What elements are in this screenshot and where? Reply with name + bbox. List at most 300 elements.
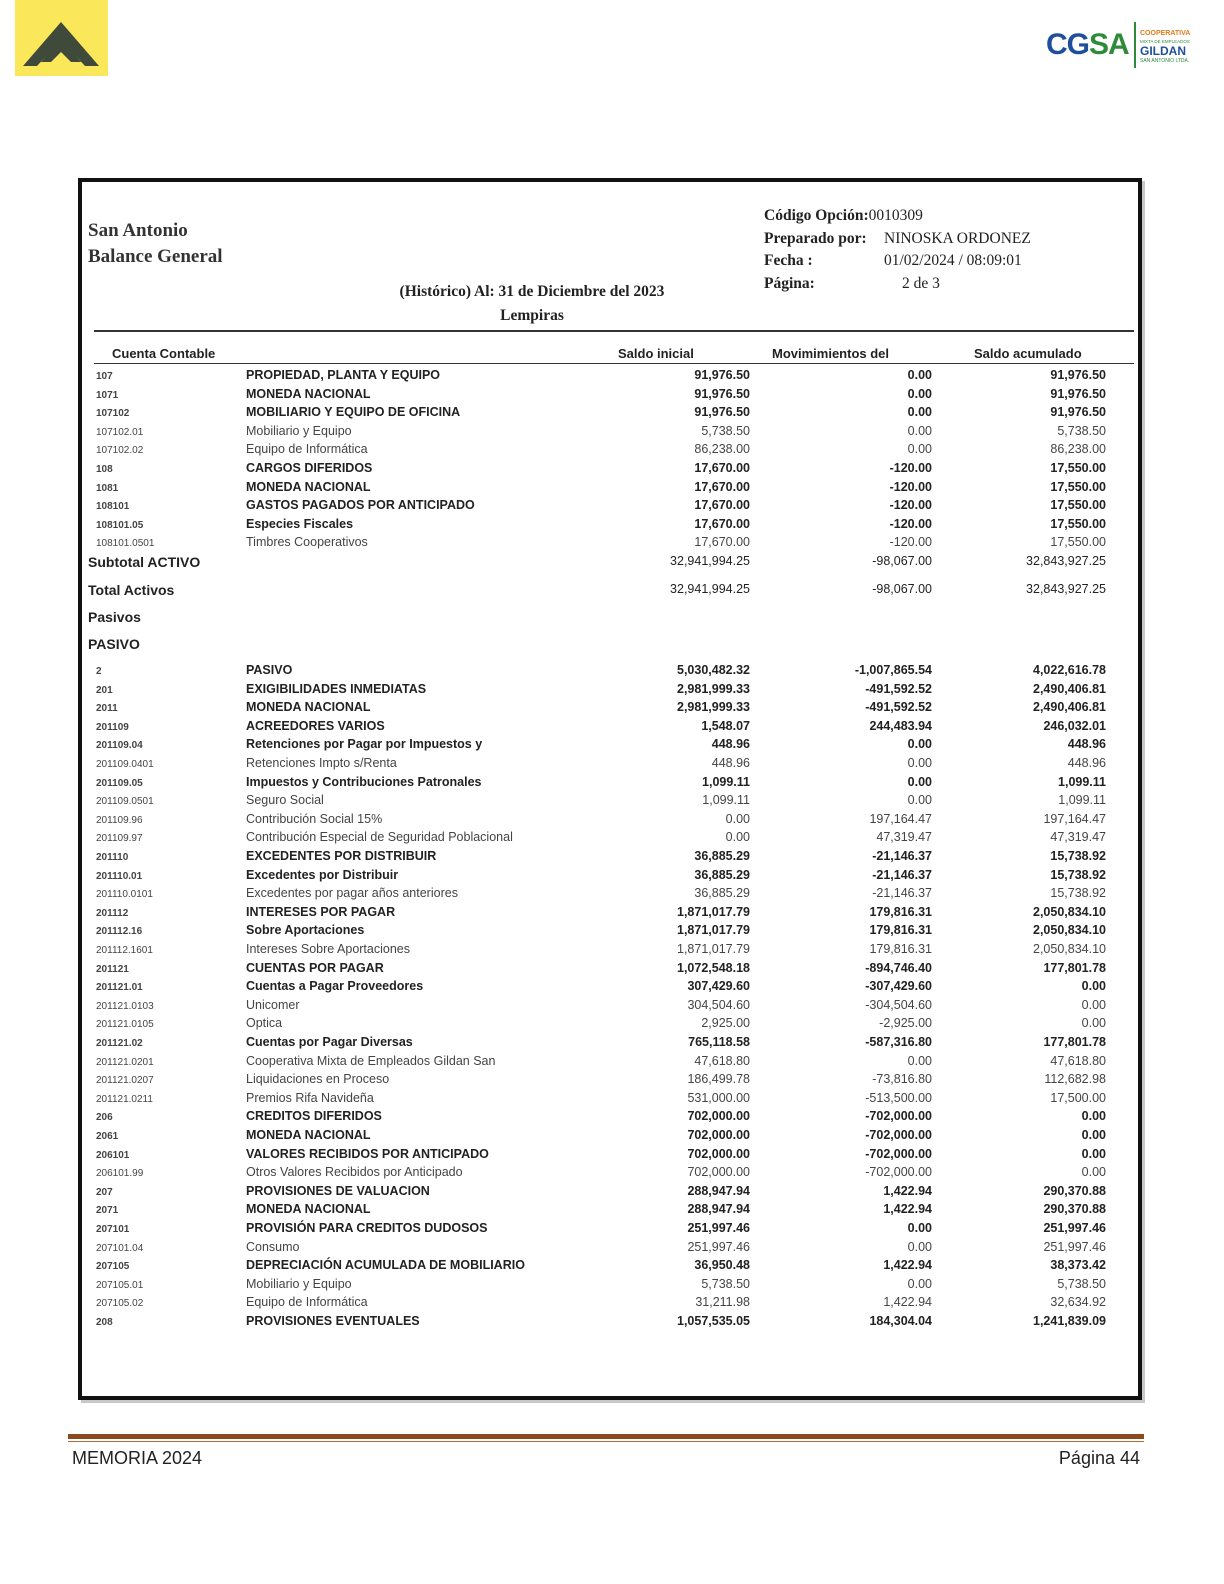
movimientos-value: -21,146.37 xyxy=(872,867,932,882)
account-description: PASIVO xyxy=(88,636,140,652)
movimientos-value: 0.00 xyxy=(907,1276,932,1291)
saldo-acumulado-value: 448.96 xyxy=(1067,756,1106,770)
account-code: 201109.97 xyxy=(96,833,143,845)
saldo-inicial-value: 36,885.29 xyxy=(694,867,750,882)
saldo-acumulado-value: 32,843,927.25 xyxy=(1026,554,1106,568)
saldo-inicial-value: 702,000.00 xyxy=(687,1109,750,1124)
account-row xyxy=(82,719,1138,737)
saldo-acumulado-value: 0.00 xyxy=(1081,979,1106,994)
movimientos-value: 179,816.31 xyxy=(869,923,932,938)
account-description: PROPIEDAD, PLANTA Y EQUIPO xyxy=(246,368,441,382)
account-row xyxy=(82,461,1138,479)
saldo-acumulado-value: 112,682.98 xyxy=(1044,1072,1106,1087)
movimientos-value: -2,925.00 xyxy=(879,1016,932,1031)
account-code: 208 xyxy=(96,1317,113,1328)
saldo-acumulado-value: 4,022,616.78 xyxy=(1033,663,1106,677)
account-row xyxy=(82,480,1138,498)
saldo-inicial-value: 47,618.80 xyxy=(694,1053,750,1068)
account-description: Contribución Social 15% xyxy=(246,811,383,826)
account-row xyxy=(82,1202,1138,1220)
saldo-inicial-value: 702,000.00 xyxy=(687,1165,750,1180)
saldo-inicial-value: 91,976.50 xyxy=(694,386,750,401)
movimientos-value: -21,146.37 xyxy=(872,849,932,863)
account-code: 201121.01 xyxy=(96,982,143,994)
movimientos-value: 0.00 xyxy=(907,774,932,789)
saldo-acumulado-value: 2,490,406.81 xyxy=(1033,681,1106,696)
account-code: 108101.0501 xyxy=(96,538,155,550)
account-description: INTERESES POR PAGAR xyxy=(246,904,396,919)
account-row xyxy=(82,998,1138,1016)
account-description: CREDITOS DIFERIDOS xyxy=(246,1109,382,1124)
account-description: EXCEDENTES POR DISTRIBUIR xyxy=(246,849,437,863)
movimientos-value: -702,000.00 xyxy=(865,1128,932,1142)
saldo-inicial-value: 1,871,017.79 xyxy=(677,942,750,956)
movimientos-value: -702,000.00 xyxy=(865,1109,932,1124)
balance-sheet-scan xyxy=(78,178,1142,1400)
saldo-acumulado-value: 1,241,839.09 xyxy=(1033,1314,1106,1328)
account-row xyxy=(82,868,1138,886)
saldo-inicial-value: 2,925.00 xyxy=(701,1016,750,1031)
saldo-inicial-value: 0.00 xyxy=(725,811,750,826)
account-code: 201110 xyxy=(96,852,129,863)
account-code: 207105.02 xyxy=(96,1298,144,1310)
columns-rule xyxy=(94,363,1134,364)
account-row xyxy=(82,535,1138,553)
saldo-inicial-value: 17,670.00 xyxy=(694,461,750,475)
saldo-inicial-value: 5,738.50 xyxy=(701,1276,750,1291)
account-description: PROVISIONES DE VALUACION xyxy=(246,1183,430,1198)
movimientos-value: -98,067.00 xyxy=(872,554,932,568)
saldo-acumulado-value: 47,618.80 xyxy=(1050,1053,1106,1068)
summary-row xyxy=(82,609,1138,627)
account-row xyxy=(82,663,1138,681)
saldo-inicial-value: 36,885.29 xyxy=(694,849,750,863)
account-code: 207101.04 xyxy=(96,1242,144,1254)
movimientos-value: 0.00 xyxy=(907,368,932,382)
saldo-inicial-value: 91,976.50 xyxy=(694,405,750,420)
account-description: Sobre Aportaciones xyxy=(246,923,365,938)
pagina-label: Página: xyxy=(764,274,815,292)
saldo-inicial-value: 1,871,017.79 xyxy=(677,904,750,919)
tree-logo-icon xyxy=(15,0,108,76)
account-row xyxy=(82,961,1138,979)
saldo-acumulado-value: 17,550.00 xyxy=(1050,479,1106,494)
account-code: 107102 xyxy=(96,408,130,420)
saldo-acumulado-value: 17,500.00 xyxy=(1050,1090,1106,1105)
summary-row xyxy=(82,636,1138,654)
account-code: 206101 xyxy=(96,1149,130,1161)
account-description: GASTOS PAGADOS POR ANTICIPADO xyxy=(246,498,475,513)
movimientos-value: 0.00 xyxy=(907,1239,932,1254)
account-row xyxy=(82,1314,1138,1332)
saldo-inicial-value: 36,950.48 xyxy=(694,1258,750,1273)
account-row xyxy=(82,812,1138,830)
account-description: Cuentas por Pagar Diversas xyxy=(246,1035,413,1049)
saldo-acumulado-value: 177,801.78 xyxy=(1043,960,1106,975)
movimientos-value: 0.00 xyxy=(907,756,932,770)
account-row xyxy=(82,498,1138,516)
saldo-inicial-value: 304,504.60 xyxy=(687,997,750,1012)
account-code: 107102.02 xyxy=(96,445,144,457)
movimientos-value: 47,319.47 xyxy=(876,830,932,845)
account-row xyxy=(82,1240,1138,1258)
footer-rule-thin xyxy=(68,1441,1144,1442)
account-description: Consumo xyxy=(246,1239,300,1254)
saldo-inicial-value: 17,670.00 xyxy=(694,535,750,550)
saldo-inicial-value: 288,947.94 xyxy=(687,1183,750,1198)
account-code: 1071 xyxy=(96,389,119,401)
saldo-inicial-value: 1,548.07 xyxy=(701,718,750,733)
account-row xyxy=(82,905,1138,923)
account-code: 201121.02 xyxy=(96,1038,143,1049)
account-row xyxy=(82,1221,1138,1239)
account-description: Total Activos xyxy=(88,582,175,598)
account-description: MONEDA NACIONAL xyxy=(246,1202,371,1217)
saldo-inicial-value: 1,099.11 xyxy=(702,774,750,789)
saldo-inicial-value: 36,885.29 xyxy=(694,886,750,901)
account-row xyxy=(82,849,1138,867)
saldo-acumulado-value: 2,050,834.10 xyxy=(1033,942,1106,956)
account-description: Excedentes por Distribuir xyxy=(246,867,399,882)
account-description: EXIGIBILIDADES INMEDIATAS xyxy=(246,681,427,696)
movimientos-value: 1,422.94 xyxy=(883,1183,932,1198)
movimientos-value: -587,316.80 xyxy=(865,1035,932,1049)
account-description: Otros Valores Recibidos por Anticipado xyxy=(246,1165,463,1180)
account-row xyxy=(82,517,1138,535)
saldo-inicial-value: 288,947.94 xyxy=(687,1202,750,1217)
account-code: 107 xyxy=(96,371,113,382)
movimientos-value: 0.00 xyxy=(907,1221,932,1235)
account-code: 2011 xyxy=(96,703,118,715)
account-code: 201121.0211 xyxy=(96,1093,153,1105)
movimientos-value: -513,500.00 xyxy=(865,1090,932,1105)
account-description: Equipo de Informática xyxy=(246,1295,368,1310)
movimientos-value: 0.00 xyxy=(907,793,932,808)
saldo-acumulado-value: 0.00 xyxy=(1081,1146,1106,1161)
saldo-inicial-value: 32,941,994.25 xyxy=(670,582,750,596)
logo-divider xyxy=(1134,22,1136,68)
preparado-label: Preparado por: xyxy=(764,229,867,247)
footer-memoria: MEMORIA 2024 xyxy=(72,1448,203,1468)
saldo-acumulado-value: 0.00 xyxy=(1081,1165,1106,1180)
account-code: 206 xyxy=(96,1112,113,1124)
movimientos-value: -73,816.80 xyxy=(872,1072,932,1087)
saldo-inicial-value: 765,118.58 xyxy=(688,1035,750,1049)
account-row xyxy=(82,756,1138,774)
movimientos-value: -120.00 xyxy=(889,516,932,531)
account-description: MONEDA NACIONAL xyxy=(246,1128,371,1142)
movimientos-value: 179,816.31 xyxy=(869,942,932,956)
saldo-inicial-value: 91,976.50 xyxy=(694,368,750,382)
saldo-acumulado-value: 91,976.50 xyxy=(1050,386,1106,401)
movimientos-value: 0.00 xyxy=(907,737,932,752)
account-description: DEPRECIACIÓN ACUMULADA DE MOBILIARIO xyxy=(246,1258,525,1273)
account-description: PASIVO xyxy=(246,663,293,677)
saldo-acumulado-value: 5,738.50 xyxy=(1057,1276,1106,1291)
saldo-inicial-value: 1,057,535.05 xyxy=(677,1314,750,1328)
account-row xyxy=(82,979,1138,997)
col-cuenta: Cuenta Contable xyxy=(112,346,216,361)
saldo-acumulado-value: 15,738.92 xyxy=(1050,849,1106,863)
movimientos-value: 0.00 xyxy=(907,442,932,457)
movimientos-value: 179,816.31 xyxy=(869,904,932,919)
cgsa-mark: CGSA xyxy=(1046,28,1129,61)
report-meta xyxy=(764,207,1031,297)
saldo-inicial-value: 448.96 xyxy=(711,737,750,752)
pagina-value: 2 de 3 xyxy=(902,274,940,292)
report-period-block xyxy=(362,280,702,328)
account-description: CARGOS DIFERIDOS xyxy=(246,461,373,475)
account-description: Mobiliario y Equipo xyxy=(246,1276,352,1291)
movimientos-value: 1,422.94 xyxy=(883,1258,932,1273)
movimientos-value: 0.00 xyxy=(907,423,932,438)
col-saldo-acumulado: Saldo acumulado xyxy=(974,346,1082,361)
account-description: VALORES RECIBIDOS POR ANTICIPADO xyxy=(246,1146,489,1161)
saldo-acumulado-value: 17,550.00 xyxy=(1050,498,1106,513)
cgsa-logo xyxy=(1046,20,1211,70)
account-row xyxy=(82,775,1138,793)
account-code: 2 xyxy=(96,666,102,677)
account-code: 201121.0201 xyxy=(96,1056,154,1068)
saldo-acumulado-value: 17,550.00 xyxy=(1050,535,1106,550)
account-code: 201109.0501 xyxy=(96,796,154,808)
saldo-inicial-value: 251,997.46 xyxy=(687,1239,750,1254)
account-description: Optica xyxy=(246,1016,283,1031)
account-row xyxy=(82,1109,1138,1127)
account-code: 108 xyxy=(96,464,113,475)
account-row xyxy=(82,1072,1138,1090)
account-row xyxy=(82,737,1138,755)
saldo-acumulado-value: 38,373.42 xyxy=(1050,1258,1106,1273)
movimientos-value: 1,422.94 xyxy=(883,1295,932,1310)
saldo-inicial-value: 702,000.00 xyxy=(687,1146,750,1161)
account-description: PROVISIÓN PARA CREDITOS DUDOSOS xyxy=(246,1221,488,1235)
saldo-inicial-value: 5,738.50 xyxy=(701,423,750,438)
account-row xyxy=(82,1091,1138,1109)
footer-page-number: Página 44 xyxy=(1058,1448,1140,1468)
account-description: Seguro Social xyxy=(246,793,324,808)
saldo-acumulado-value: 246,032.01 xyxy=(1043,718,1106,733)
report-currency: Lempiras xyxy=(500,307,564,324)
summary-row xyxy=(82,554,1138,572)
saldo-acumulado-value: 0.00 xyxy=(1081,1109,1106,1124)
account-row xyxy=(82,1165,1138,1183)
summary-row xyxy=(82,582,1138,600)
account-row xyxy=(82,886,1138,904)
saldo-inicial-value: 5,030,482.32 xyxy=(677,663,750,677)
col-movimientos: Movimimientos del xyxy=(772,346,890,361)
account-code: 207101 xyxy=(96,1224,130,1235)
account-code: 201121 xyxy=(96,963,129,975)
account-description: CUENTAS POR PAGAR xyxy=(246,960,384,975)
account-code: 201109.0401 xyxy=(96,759,154,770)
saldo-acumulado-value: 15,738.92 xyxy=(1050,886,1106,901)
saldo-acumulado-value: 1,099.11 xyxy=(1058,793,1106,808)
account-code: 201121.0207 xyxy=(96,1075,154,1087)
movimientos-value: -702,000.00 xyxy=(865,1165,932,1180)
account-row xyxy=(82,387,1138,405)
account-description: Equipo de Informática xyxy=(246,442,368,457)
account-description: MONEDA NACIONAL xyxy=(246,386,371,401)
account-code: 108101 xyxy=(96,501,130,513)
account-code: 1081 xyxy=(96,482,119,494)
report-company-block xyxy=(88,218,223,270)
saldo-inicial-value: 1,099.11 xyxy=(702,793,750,808)
movimientos-value: -98,067.00 xyxy=(872,582,932,596)
account-row xyxy=(82,682,1138,700)
movimientos-value: 0.00 xyxy=(907,1053,932,1068)
saldo-acumulado-value: 251,997.46 xyxy=(1043,1221,1106,1235)
movimientos-value: -307,429.60 xyxy=(865,979,932,994)
saldo-acumulado-value: 197,164.47 xyxy=(1043,811,1106,826)
saldo-acumulado-value: 17,550.00 xyxy=(1050,461,1106,475)
account-description: Especies Fiscales xyxy=(246,516,354,531)
account-code: 108101.05 xyxy=(96,519,144,531)
account-description: Premios Rifa Navideña xyxy=(246,1090,374,1105)
account-row xyxy=(82,405,1138,423)
movimientos-value: -120.00 xyxy=(889,498,932,513)
saldo-inicial-value: 251,997.46 xyxy=(687,1221,750,1235)
saldo-acumulado-value: 0.00 xyxy=(1081,997,1106,1012)
logo-gildan: GILDAN xyxy=(1140,44,1186,58)
saldo-inicial-value: 1,871,017.79 xyxy=(677,923,750,938)
account-code: 201110.0101 xyxy=(96,889,153,901)
saldo-acumulado-value: 448.96 xyxy=(1067,737,1106,752)
account-code: 201110.01 xyxy=(96,870,143,882)
movimientos-value: 1,422.94 xyxy=(883,1202,932,1217)
saldo-acumulado-value: 251,997.46 xyxy=(1043,1239,1106,1254)
movimientos-value: 197,164.47 xyxy=(869,811,932,826)
account-description: PROVISIONES EVENTUALES xyxy=(246,1314,420,1328)
codigo-value: 0010309 xyxy=(868,207,923,224)
saldo-acumulado-value: 91,976.50 xyxy=(1050,405,1106,420)
account-code: 206101.99 xyxy=(96,1168,144,1180)
account-code: 207105.01 xyxy=(96,1279,144,1291)
corner-logo xyxy=(15,0,108,76)
fecha-value: 01/02/2024 / 08:09:01 xyxy=(884,252,1022,269)
saldo-acumulado-value: 47,319.47 xyxy=(1050,830,1106,845)
account-row xyxy=(82,1295,1138,1313)
saldo-acumulado-value: 2,490,406.81 xyxy=(1033,700,1106,715)
company-name: San Antonio xyxy=(88,220,188,241)
account-code: 107102.01 xyxy=(96,426,144,438)
account-code: 201109.96 xyxy=(96,814,143,826)
account-description: Intereses Sobre Aportaciones xyxy=(246,942,410,956)
saldo-acumulado-value: 0.00 xyxy=(1081,1128,1106,1142)
account-code: 207 xyxy=(96,1186,113,1198)
account-row xyxy=(82,1054,1138,1072)
logo-cooperativa: COOPERATIVA xyxy=(1140,30,1191,37)
account-row xyxy=(82,1035,1138,1053)
saldo-acumulado-value: 2,050,834.10 xyxy=(1033,923,1106,938)
saldo-acumulado-value: 1,099.11 xyxy=(1058,774,1106,789)
account-row xyxy=(82,424,1138,442)
saldo-acumulado-value: 32,843,927.25 xyxy=(1026,582,1106,596)
account-code: 201121.0103 xyxy=(96,1000,154,1012)
saldo-inicial-value: 186,499.78 xyxy=(687,1072,750,1087)
account-row xyxy=(82,1128,1138,1146)
saldo-inicial-value: 0.00 xyxy=(725,830,750,845)
saldo-acumulado-value: 2,050,834.10 xyxy=(1033,904,1106,919)
preparado-value: NINOSKA ORDONEZ xyxy=(884,229,1031,247)
saldo-inicial-value: 86,238.00 xyxy=(694,442,750,457)
account-description: Contribución Especial de Seguridad Poblacional xyxy=(246,830,513,845)
movimientos-value: -491,592.52 xyxy=(865,700,932,715)
movimientos-value: 184,304.04 xyxy=(869,1314,932,1328)
account-code: 201109.04 xyxy=(96,740,143,752)
account-row xyxy=(82,1147,1138,1165)
account-code: 207105 xyxy=(96,1261,130,1273)
account-row xyxy=(82,1258,1138,1276)
logo-mixta: MIXTA DE EMPLEADOS xyxy=(1140,39,1190,44)
account-description: Liquidaciones en Proceso xyxy=(246,1072,390,1087)
movimientos-value: -21,146.37 xyxy=(872,886,932,901)
saldo-inicial-value: 448.96 xyxy=(711,756,750,770)
saldo-inicial-value: 2,981,999.33 xyxy=(677,681,750,696)
account-row xyxy=(82,830,1138,848)
saldo-acumulado-value: 17,550.00 xyxy=(1050,516,1106,531)
codigo-label: Código Opción: xyxy=(764,207,869,224)
movimientos-value: -120.00 xyxy=(889,479,932,494)
fecha-label: Fecha : xyxy=(764,252,813,269)
saldo-inicial-value: 32,941,994.25 xyxy=(670,554,750,568)
footer-rule xyxy=(68,1434,1144,1439)
saldo-inicial-value: 531,000.00 xyxy=(687,1090,750,1105)
account-row xyxy=(82,442,1138,460)
account-description: Impuestos y Contribuciones Patronales xyxy=(246,774,482,789)
account-description: Unicomer xyxy=(246,997,300,1012)
saldo-acumulado-value: 290,370.88 xyxy=(1043,1202,1106,1217)
account-description: Timbres Cooperativos xyxy=(246,535,368,550)
saldo-acumulado-value: 15,738.92 xyxy=(1050,867,1106,882)
saldo-acumulado-value: 0.00 xyxy=(1081,1016,1106,1031)
account-row xyxy=(82,1184,1138,1202)
movimientos-value: -491,592.52 xyxy=(865,681,932,696)
saldo-acumulado-value: 5,738.50 xyxy=(1057,423,1106,438)
saldo-acumulado-value: 290,370.88 xyxy=(1043,1183,1106,1198)
account-code: 201112.1601 xyxy=(96,945,153,956)
account-row xyxy=(82,923,1138,941)
saldo-inicial-value: 17,670.00 xyxy=(694,479,750,494)
report-title: Balance General xyxy=(88,246,223,267)
account-description: MOBILIARIO Y EQUIPO DE OFICINA xyxy=(246,405,461,420)
account-code: 2061 xyxy=(96,1131,119,1142)
account-description: MONEDA NACIONAL xyxy=(246,479,371,494)
col-saldo-inicial: Saldo inicial xyxy=(618,346,694,361)
account-code: 201112 xyxy=(96,907,129,919)
report-period: (Histórico) Al: 31 de Diciembre del 2023 xyxy=(399,283,665,300)
movimientos-value: -120.00 xyxy=(889,461,932,475)
logo-san-antonio: SAN ANTONIO LTDA. xyxy=(1140,58,1190,64)
saldo-inicial-value: 307,429.60 xyxy=(687,979,750,994)
account-code: 201 xyxy=(96,684,113,696)
saldo-inicial-value: 702,000.00 xyxy=(687,1128,750,1142)
account-code: 201109 xyxy=(96,721,129,733)
movimientos-value: 0.00 xyxy=(907,386,932,401)
saldo-acumulado-value: 91,976.50 xyxy=(1050,368,1106,382)
account-description: Subtotal ACTIVO xyxy=(88,554,201,570)
account-code: 201109.05 xyxy=(96,777,143,789)
saldo-acumulado-value: 32,634.92 xyxy=(1050,1295,1106,1310)
movimientos-value: 0.00 xyxy=(907,405,932,420)
movimientos-value: -894,746.40 xyxy=(865,960,932,975)
account-description: Pasivos xyxy=(88,609,141,625)
account-row xyxy=(82,368,1138,386)
account-description: Mobiliario y Equipo xyxy=(246,423,352,438)
movimientos-value: -304,504.60 xyxy=(865,997,932,1012)
account-description: Cuentas a Pagar Proveedores xyxy=(246,979,424,994)
saldo-acumulado-value: 86,238.00 xyxy=(1050,442,1106,457)
